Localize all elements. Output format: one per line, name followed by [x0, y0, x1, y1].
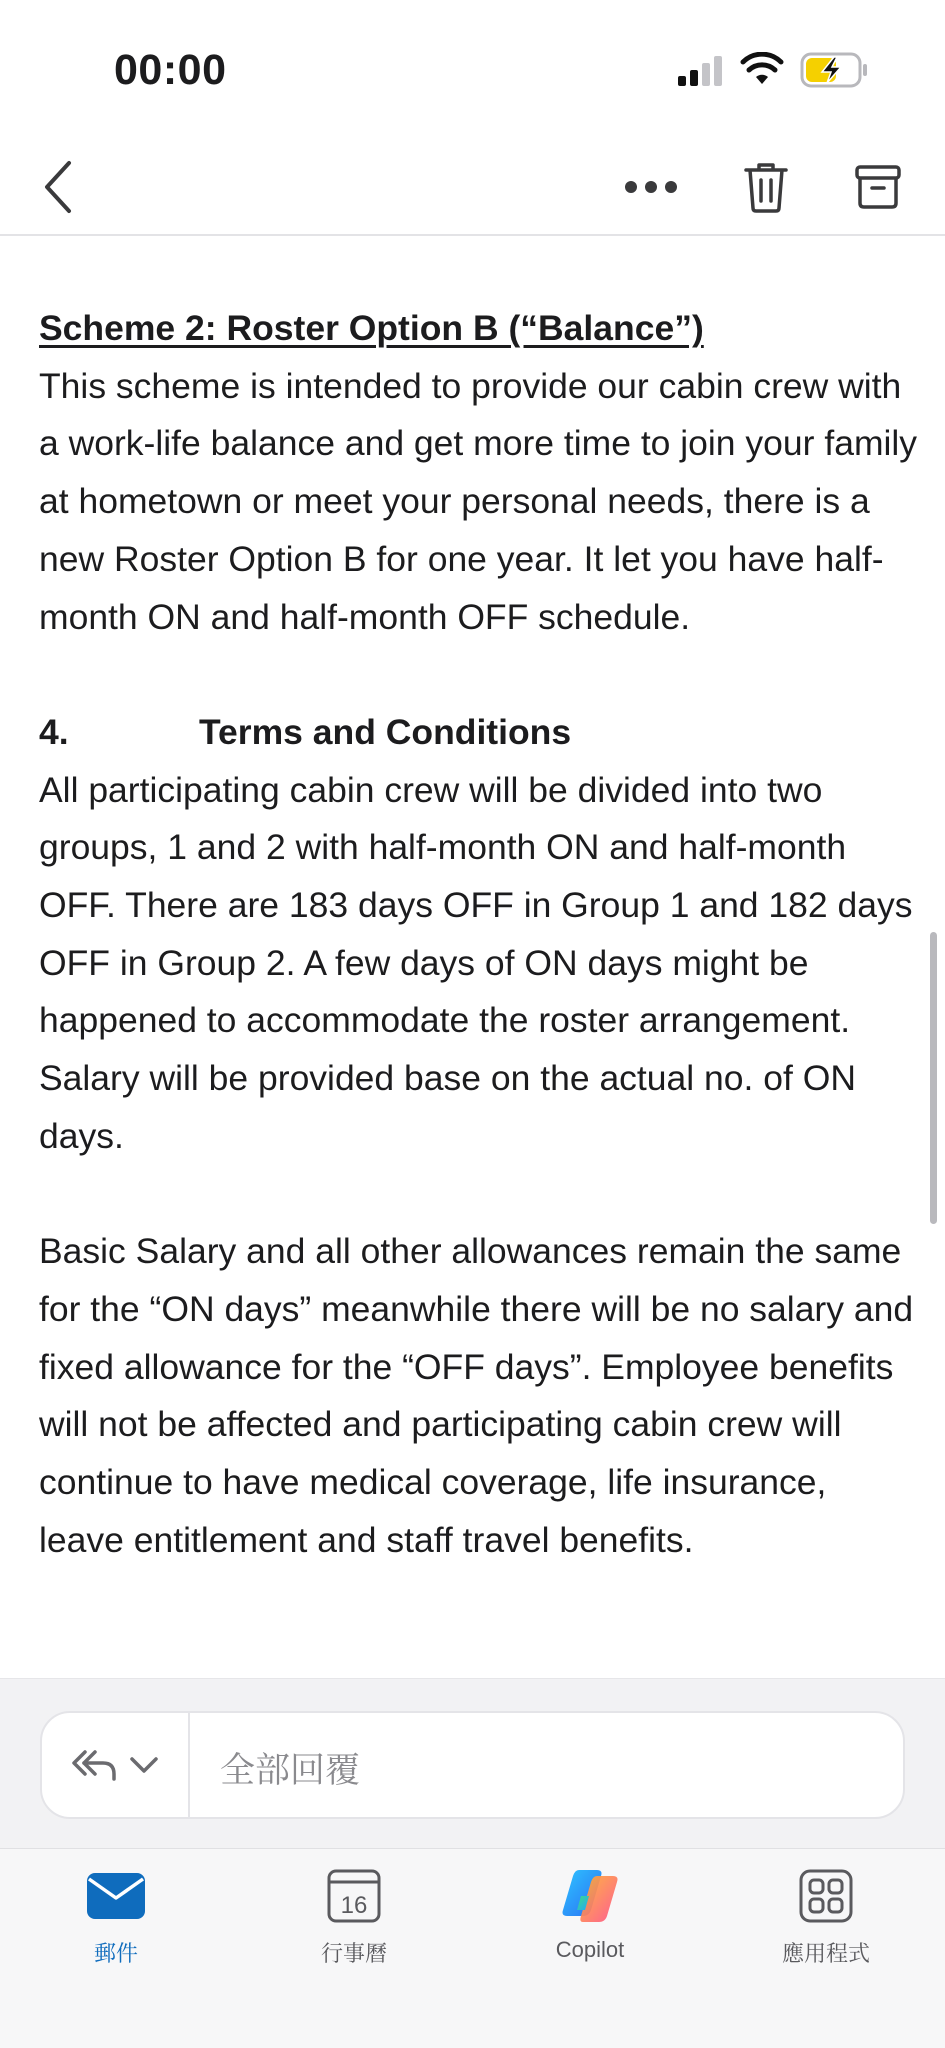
paragraph-spacer [39, 646, 919, 704]
mail-icon [84, 1865, 148, 1927]
salary-paragraph: Basic Salary and all other allowances remain the same for the “ON days” meanwhile there will be no salary and fixed allowance for the “OFF days”. Employee benefits will not be affected and participating cabin crew will continue to have medical coverage, life insurance, leave entitlement and staff travel benefits. [39, 1231, 914, 1560]
more-options-button[interactable] [620, 160, 682, 214]
back-button[interactable] [36, 152, 80, 222]
tab-copilot[interactable] [500, 1865, 680, 1985]
reply-input[interactable]: 全部回覆 [220, 1751, 361, 1790]
tab-apps-label: 應用程式 [781, 1941, 870, 1966]
back-chevron-icon [41, 159, 75, 215]
terms-paragraph: All participating cabin crew will be divided into two groups, 1 and 2 with half-month ON and half-month OFF. There are 183 days OFF in Group 1 and 182 days OFF in Group 2. A few days of ON days might be happened to accommodate the roster arrangement. Salary will be provided base on the actual no. of ON days. [39, 769, 913, 1156]
calendar-date: 16 [340, 1892, 368, 1919]
tab-mail[interactable] [26, 1865, 206, 1985]
trash-icon [742, 160, 790, 214]
calendar-icon [322, 1865, 386, 1927]
chevron-down-icon [129, 1756, 159, 1774]
wifi-icon [740, 52, 784, 86]
scheme-paragraph: This scheme is intended to provide our cabin crew with a work-life balance and get more time to join your family at hometown or meet your personal needs, there is a new Roster Option B for one year. It let you have half-month ON and half-month OFF schedule. [39, 365, 918, 637]
scrollbar[interactable] [930, 932, 937, 1224]
tab-apps[interactable] [736, 1865, 916, 1985]
delete-button[interactable] [740, 152, 792, 222]
email-body[interactable] [0, 238, 945, 1678]
tab-copilot-label: Copilot [555, 1937, 625, 1962]
tab-bar [0, 1848, 945, 2048]
battery-charging-icon [800, 52, 870, 88]
scheme-heading: Scheme 2: Roster Option B (“Balance”) [39, 308, 704, 348]
paragraph-spacer [39, 1166, 919, 1224]
status-bar [0, 0, 945, 140]
reply-all-icon [71, 1748, 117, 1782]
reply-bar [0, 1678, 945, 1848]
reply-mode-button[interactable] [42, 1713, 190, 1817]
tab-mail-label: 郵件 [93, 1941, 138, 1966]
email-toolbar [0, 140, 945, 236]
archive-button[interactable] [850, 154, 906, 220]
section-title: Terms and Conditions [199, 711, 572, 752]
apps-icon [794, 1865, 858, 1927]
more-icon [623, 179, 679, 195]
cellular-signal-icon [676, 54, 726, 86]
email-text [39, 300, 919, 1569]
tab-calendar-label: 行事曆 [320, 1941, 387, 1966]
reply-box[interactable] [40, 1711, 905, 1819]
status-time: 00:00 [114, 46, 227, 94]
tab-calendar[interactable] [264, 1865, 444, 1985]
section-number: 4. [39, 711, 69, 752]
archive-icon [854, 164, 902, 210]
section-heading [39, 704, 919, 762]
copilot-icon [558, 1865, 622, 1927]
